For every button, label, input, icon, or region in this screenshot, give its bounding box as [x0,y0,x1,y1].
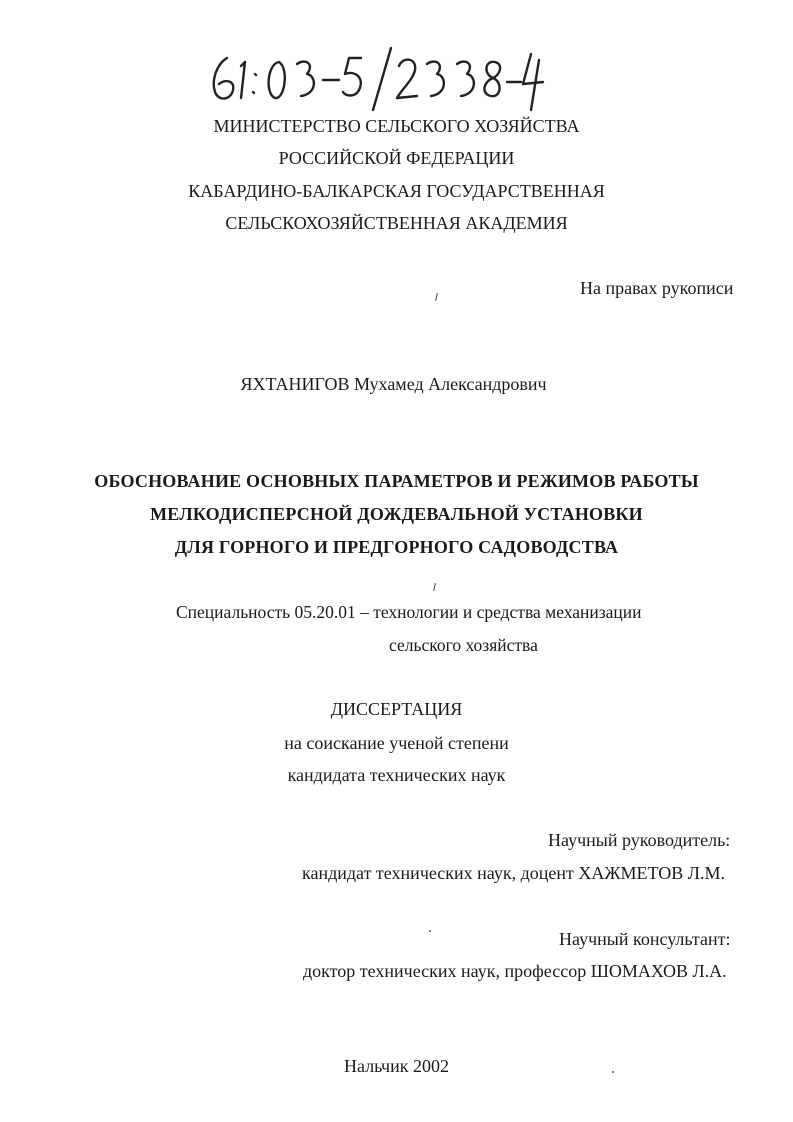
academy-line-1: КАБАРДИНО-БАЛКАРСКАЯ ГОСУДАРСТВЕННАЯ [188,181,605,201]
city-year: Нальчик 2002 [344,1056,449,1076]
specialty-line-1: Специальность 05.20.01 – технологии и средства механизации [176,602,642,622]
supervisor-label: Научный руководитель: [548,830,731,850]
scan-speck [429,930,431,932]
dissertation-heading: ДИССЕРТАЦИЯ [330,699,463,719]
handwritten-archive-number [205,44,545,114]
title-line-1: ОБОСНОВАНИЕ ОСНОВНЫХ ПАРАМЕТРОВ И РЕЖИМОВ РАБОТЫ [94,471,699,491]
supervisor-name: кандидат технических наук, доцент ХАЖМЕТОВ Л.М. [302,863,726,883]
manuscript-note: На правах рукописи [580,278,734,298]
federation-line: РОССИЙСКОЙ ФЕДЕРАЦИИ [278,148,515,168]
consultant-name: доктор технических наук, профессор ШОМАХОВ Л.А. [303,961,727,981]
scan-mark [433,583,436,591]
author-name: ЯХТАНИГОВ Мухамед Александрович [240,374,547,394]
scan-speck [612,1071,614,1073]
specialty-line-2: сельского хозяйства [389,635,538,655]
academy-line-2: СЕЛЬСКОХОЗЯЙСТВЕННАЯ АКАДЕМИЯ [225,213,568,233]
title-line-2: МЕЛКОДИСПЕРСНОЙ ДОЖДЕВАЛЬНОЙ УСТАНОВКИ [150,504,643,524]
title-line-3: ДЛЯ ГОРНОГО И ПРЕДГОРНОГО САДОВОДСТВА [174,537,619,557]
scan-mark [435,293,438,301]
degree-line-1: на соискание ученой степени [284,733,509,753]
degree-line-2: кандидата технических наук [287,765,506,785]
ministry-line: МИНИСТЕРСТВО СЕЛЬСКОГО ХОЗЯЙСТВА [213,116,580,136]
consultant-label: Научный консультант: [559,929,731,949]
